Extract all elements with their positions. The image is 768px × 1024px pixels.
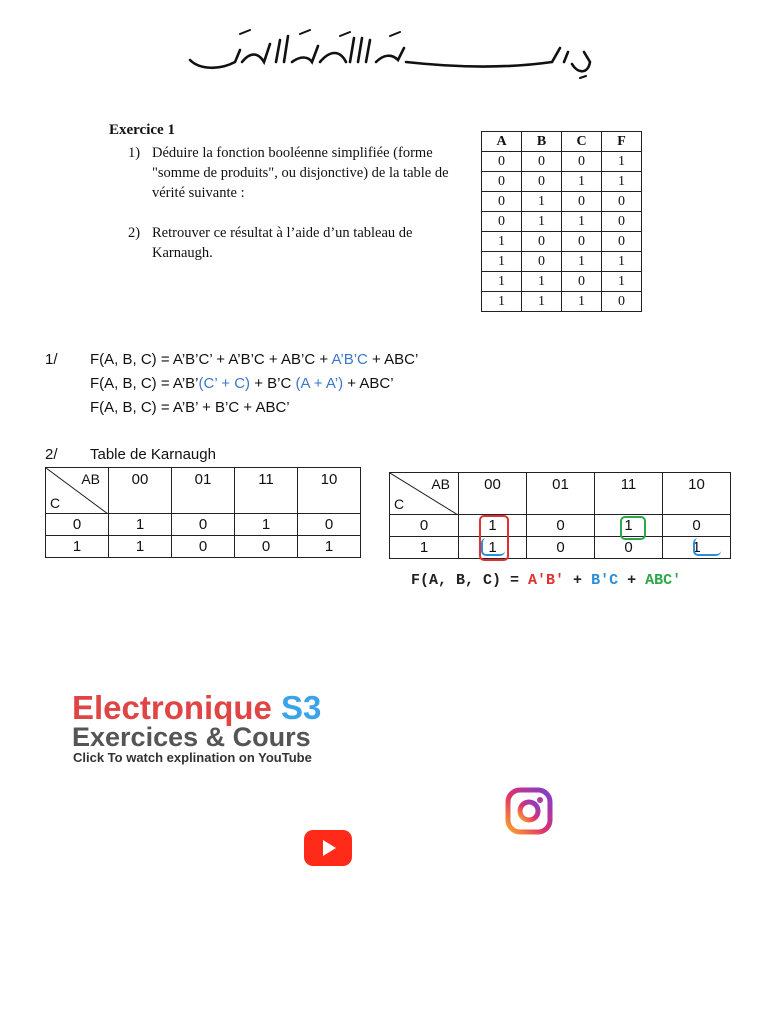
kmap-row xyxy=(390,537,731,559)
answer-2-title: Table de Karnaugh xyxy=(90,446,216,463)
truth-cell: 1 xyxy=(482,292,522,312)
kmap-cell: 1 xyxy=(459,515,527,537)
truth-cell: 0 xyxy=(482,172,522,192)
kmap-cell: 1 xyxy=(109,536,172,558)
function-prefix: F(A, B, C) = xyxy=(411,572,529,589)
kmap-cell: 1 xyxy=(459,537,527,559)
kmap-cell: 0 xyxy=(527,537,595,559)
truth-cell: 0 xyxy=(522,232,562,252)
answer-1-line-3: F(A, B, C) = A’B’ + B’C + ABC’ xyxy=(90,399,290,416)
truth-row xyxy=(482,172,642,192)
kmap-row-label: 1 xyxy=(390,537,459,559)
truth-cell: 0 xyxy=(602,192,642,212)
truth-cell: 1 xyxy=(522,192,562,212)
basmala-svg xyxy=(180,22,600,84)
kmap-col-var: AB xyxy=(431,476,450,492)
truth-cell: 1 xyxy=(482,272,522,292)
truth-cell: 1 xyxy=(482,252,522,272)
logo-title[interactable] xyxy=(72,690,321,726)
kmap-cell: 1 xyxy=(595,515,663,537)
truth-cell: 1 xyxy=(562,212,602,232)
truth-cell: 0 xyxy=(522,172,562,192)
answer-1-line-2-part-c: + B’C xyxy=(250,375,296,392)
kmap-cell: 0 xyxy=(298,514,361,536)
question-1-text: Déduire la fonction booléenne simplifiée (forme "somme de produits", ou disjonctive) de la table de vérité suivante : xyxy=(152,145,449,201)
truth-row xyxy=(482,232,642,252)
truth-cell: 0 xyxy=(562,272,602,292)
question-1-number: 1) xyxy=(128,145,141,161)
truth-cell: 1 xyxy=(482,232,522,252)
truth-cell: 0 xyxy=(602,232,642,252)
kmap-row-label: 0 xyxy=(46,514,109,536)
kmap-corner-cell xyxy=(46,468,109,514)
truth-row xyxy=(482,292,642,312)
truth-cell: 0 xyxy=(522,152,562,172)
kmap-col-header: 10 xyxy=(663,473,731,515)
kmap-row-label: 1 xyxy=(46,536,109,558)
term-blue: B'C xyxy=(591,572,619,589)
truth-row xyxy=(482,152,642,172)
truth-table xyxy=(481,131,642,312)
youtube-icon-svg xyxy=(304,830,352,866)
kmap-cell: 0 xyxy=(172,514,235,536)
truth-header-b: B xyxy=(522,132,562,152)
kmap-cell: 0 xyxy=(172,536,235,558)
truth-row xyxy=(482,252,642,272)
kmap-col-header: 11 xyxy=(235,468,298,514)
function-plus-2: + xyxy=(618,572,646,589)
truth-cell: 1 xyxy=(602,172,642,192)
kmap-cell: 1 xyxy=(235,514,298,536)
kmap-col-header: 11 xyxy=(595,473,663,515)
kmap-col-var: AB xyxy=(81,471,100,487)
truth-row xyxy=(482,272,642,292)
logo-title-red: Electronique xyxy=(72,689,272,726)
truth-header-a: A xyxy=(482,132,522,152)
function-plus-1: + xyxy=(564,572,592,589)
simplified-function xyxy=(411,572,681,589)
question-2-text: Retrouver ce résultat à l’aide d’un tableau de Karnaugh. xyxy=(152,225,413,261)
truth-cell: 1 xyxy=(602,152,642,172)
youtube-callout-text[interactable]: Click To watch explination on YouTube xyxy=(73,750,312,765)
truth-cell: 1 xyxy=(522,292,562,312)
truth-cell: 1 xyxy=(522,272,562,292)
kmap-row-var: C xyxy=(394,496,405,512)
truth-cell: 0 xyxy=(602,292,642,312)
answer-1-line-2 xyxy=(90,375,394,392)
answer-2-number: 2/ xyxy=(45,446,58,463)
answer-1-line-2-part-a: F(A, B, C) = A’B’ xyxy=(90,375,199,392)
truth-header-c: C xyxy=(562,132,602,152)
kmap-cell: 1 xyxy=(109,514,172,536)
exercise-title: Exercice 1 xyxy=(109,122,175,138)
truth-cell: 0 xyxy=(482,212,522,232)
truth-table-header-row xyxy=(482,132,642,152)
kmap-cell: 1 xyxy=(298,536,361,558)
answer-1-line-1-part-c: + ABC’ xyxy=(367,351,419,368)
kmap-cell: 0 xyxy=(235,536,298,558)
kmap-col-header: 00 xyxy=(109,468,172,514)
kmap-header-row xyxy=(390,473,731,515)
kmap-header-row xyxy=(46,468,361,514)
kmap-cell: 0 xyxy=(663,515,731,537)
term-green: ABC' xyxy=(645,572,682,589)
basmala-calligraphy xyxy=(180,22,600,84)
truth-cell: 0 xyxy=(522,252,562,272)
kmap-row-var: C xyxy=(50,495,61,511)
truth-cell: 1 xyxy=(562,292,602,312)
kmap-row xyxy=(46,536,361,558)
kmap-corner-cell xyxy=(390,473,459,515)
truth-cell: 1 xyxy=(562,252,602,272)
term-red: A'B' xyxy=(528,572,565,589)
instagram-icon[interactable] xyxy=(505,787,553,835)
logo-title-blue: S3 xyxy=(271,689,322,726)
logo-subtitle[interactable]: Exercices & Cours xyxy=(72,722,311,752)
truth-cell: 0 xyxy=(482,192,522,212)
karnaugh-map-grouped xyxy=(389,472,731,559)
truth-cell: 0 xyxy=(482,152,522,172)
answer-1-line-2-highlight-1: (C’ + C) xyxy=(198,375,251,392)
kmap-row xyxy=(390,515,731,537)
truth-cell: 0 xyxy=(602,212,642,232)
answer-1-line-1-highlight: A’B’C xyxy=(331,351,368,368)
kmap-row xyxy=(46,514,361,536)
answer-1-line-2-part-e: + ABC’ xyxy=(343,375,394,392)
kmap-cell: 0 xyxy=(527,515,595,537)
answer-1-line-2-highlight-2: (A + A’) xyxy=(295,375,344,392)
kmap-col-header: 10 xyxy=(298,468,361,514)
instagram-icon-svg xyxy=(505,787,553,835)
truth-cell: 0 xyxy=(562,192,602,212)
truth-row xyxy=(482,192,642,212)
truth-row xyxy=(482,212,642,232)
kmap-col-header: 01 xyxy=(172,468,235,514)
truth-cell: 0 xyxy=(562,152,602,172)
answer-1-line-1 xyxy=(90,351,418,368)
kmap-cell: 1 xyxy=(663,537,731,559)
truth-header-f: F xyxy=(602,132,642,152)
karnaugh-map-plain xyxy=(45,467,361,558)
truth-cell: 0 xyxy=(562,232,602,252)
answer-1-number: 1/ xyxy=(45,351,58,368)
question-2-number: 2) xyxy=(128,225,141,241)
kmap-row-label: 0 xyxy=(390,515,459,537)
truth-cell: 1 xyxy=(522,212,562,232)
kmap-cell: 0 xyxy=(595,537,663,559)
kmap-col-header: 01 xyxy=(527,473,595,515)
truth-cell: 1 xyxy=(602,252,642,272)
truth-cell: 1 xyxy=(562,172,602,192)
youtube-icon[interactable] xyxy=(304,830,352,866)
truth-cell: 1 xyxy=(602,272,642,292)
answer-1-line-1-part-a: F(A, B, C) = A’B’C’ + A’B’C + AB’C + xyxy=(90,351,332,368)
kmap-col-header: 00 xyxy=(459,473,527,515)
